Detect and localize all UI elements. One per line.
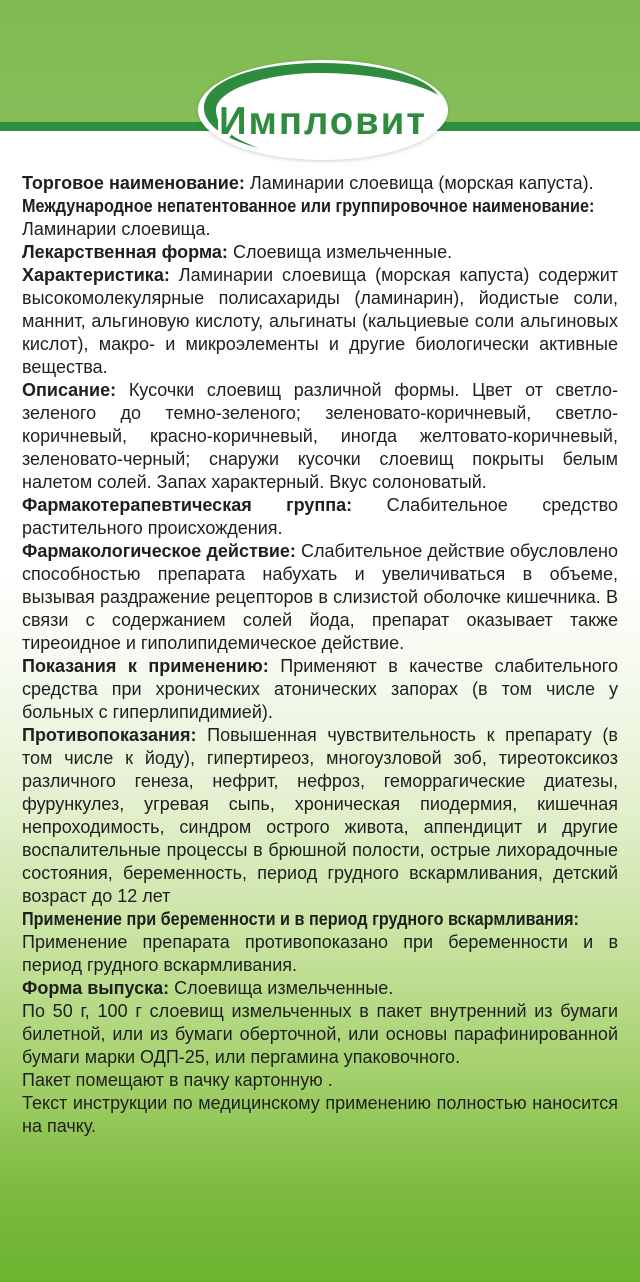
section-release-form [22,977,618,1000]
section-text: Кусочки слоевищ различной формы. Цвет от светло-зеленого до темно-зеленого; зеленовато-коричневый, светло-коричневый, красно-коричневый, иногда желтовато-коричневый, зеленовато-черный; снаружи кусочки слоевищ покрыты белым налетом солей. Запах характерный. Вкус солоноватый. [22,380,618,492]
section-text: Повышенная чувствительность к препарату (в том числе к йоду), гипертиреоз, многоузловой зоб, тиреотоксикоз различного генеза, нефрит, нефроз, геморрагические диатезы, фурункулез, угревая сыпь, хроническая пиодермия, кишечная непроходимость, синдром острого живота, аппендицит и другие воспалительные процессы в брюшной полости, острые лихорадочные состояния, беременность, период грудного вскармливания, детский возраст до 12 лет [22,725,618,906]
section-text: Ламинарии слоевища (морская капуста). [249,173,594,193]
section-pharm-group [22,494,618,540]
section-text: Пакет помещают в пачку картонную . [22,1070,333,1090]
section-label: Торговое наименование: [22,173,245,193]
section-text: Применяют в качестве слабительного средства при хронических атонических запорах (в том числе у больных с гиперлипидимией). [22,656,618,722]
section-label: Противопоказания: [22,725,197,745]
section-contraindications [22,724,618,908]
section-dosage-form [22,241,618,264]
section-label: Применение при беременности и в период грудного вскармливания: [22,909,579,929]
logo-text: Импловит [219,100,427,143]
section-label: Характеристика: [22,265,170,285]
section-text: По 50 г, 100 г слоевищ измельченных в пакет внутренний из бумаги билетной, или из бумаги оберточной, или основы парафинированной бумаги марки ОДП-25, или пергамина упаковочного. [22,1001,618,1067]
section-trade-name [22,172,618,195]
section-text: Слоевища измельченные. [174,978,394,998]
section-text: Слоевища измельченные. [232,242,453,262]
implovit-logo [196,58,452,162]
section-text: Ламинарии слоевища. [22,219,211,239]
section-description [22,379,618,494]
section-instruction-note [22,1092,618,1138]
section-label: Фармакотерапевтическая группа: [22,495,353,515]
section-carton [22,1069,618,1092]
section-text: Текст инструкции по медицинскому применению полностью наносится на пачку. [22,1093,618,1136]
section-label: Описание: [22,380,117,400]
section-label: Показания к применению: [22,656,269,676]
section-label: Лекарственная форма: [22,242,228,262]
section-pregnancy [22,908,618,977]
section-packaging [22,1000,618,1069]
section-pharm-action [22,540,618,655]
section-label: Фармакологическое действие: [22,541,296,561]
section-text: Применение препарата противопоказано при беременности и в период грудного вскармливания. [22,932,618,975]
section-text: Слабительное средство растительного происхождения. [22,495,618,538]
section-label: Форма выпуска: [22,978,170,998]
section-indications [22,655,618,724]
section-label: Международное непатентованное или группировочное наименование: [22,196,595,216]
section-characteristic [22,264,618,379]
section-inn [22,195,618,241]
leaflet-text [22,172,618,1138]
section-text: Ламинарии слоевища (морская капуста) содержит высокомолекулярные полисахариды (ламинарин), йодистые соли, маннит, альгиновую кислоту, альгинаты (кальциевые соли альгиновых кислот), макро- и микроэлементы и другие биологически активные вещества. [22,265,618,377]
section-text: Слабительное действие обусловлено способностью препарата набухать и увеличиваться в объеме, вызывая раздражение рецепторов в слизистой оболочке кишечника. В связи с содержанием солей йода, препарат оказывает также тиреоидное и гиполипидемическое действие. [22,541,618,653]
